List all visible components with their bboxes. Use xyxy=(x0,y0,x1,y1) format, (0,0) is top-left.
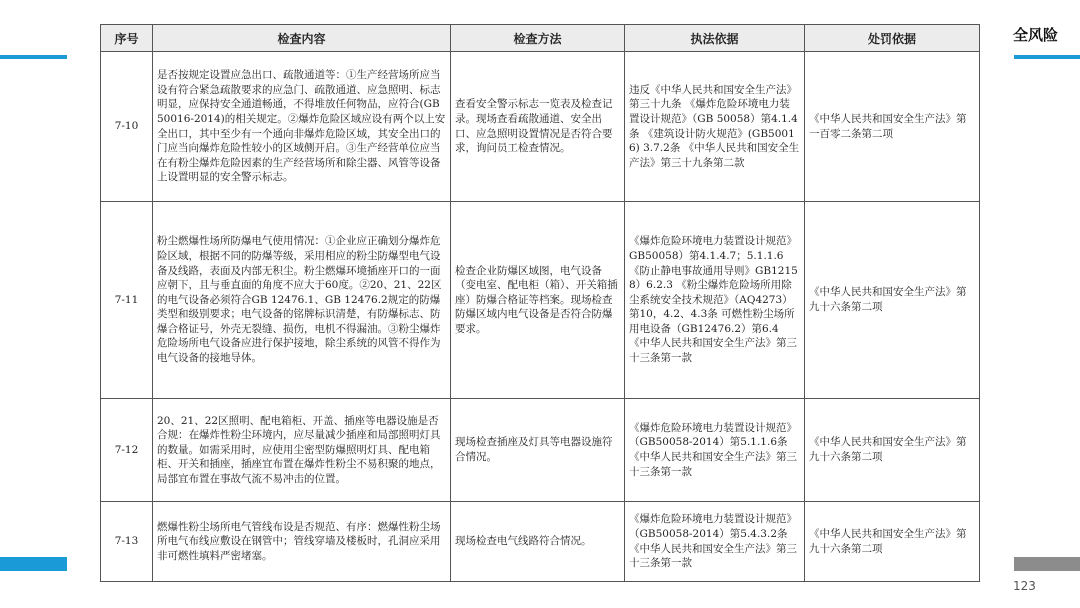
row-number: 7-12 xyxy=(101,399,153,502)
penalty-basis: 《中华人民共和国安全生产法》第九十六条第二项 xyxy=(805,399,980,502)
table-row xyxy=(101,399,980,502)
page-number: 123 xyxy=(1013,579,1036,593)
header-penalty: 处罚依据 xyxy=(805,25,980,52)
accent-bar-bottom-right xyxy=(1014,557,1080,571)
accent-bar-bottom-left xyxy=(0,557,67,571)
header-content: 检查内容 xyxy=(153,25,451,52)
penalty-basis: 《中华人民共和国安全生产法》第九十六条第二项 xyxy=(805,202,980,399)
enforcement-basis: 《爆炸危险环境电力装置设计规范》（GB50058-2014）第5.4.3.2条 《中华人民共和国安全生产法》第三十三条第一款 xyxy=(625,502,805,582)
row-number: 7-10 xyxy=(101,52,153,202)
accent-bar-top-left xyxy=(0,55,67,59)
enforcement-basis: 《爆炸危险环境电力装置设计规范》（GB50058-2014）第5.1.1.6条 《中华人民共和国安全生产法》第三十三条第一款 xyxy=(625,399,805,502)
table-header-row xyxy=(101,25,980,52)
header-no: 序号 xyxy=(101,25,153,52)
accent-bar-top-right xyxy=(1014,55,1080,59)
check-method: 现场检查电气线路符合情况。 xyxy=(451,502,625,582)
header-method: 检查方法 xyxy=(451,25,625,52)
section-title: 全风险 xyxy=(1013,26,1059,44)
check-content: 是否按规定设置应急出口、疏散通道等：①生产经营场所应当设有符合紧急疏散要求的应急门、疏散通道、应急照明、标志明显，应保持安全通道畅通，不得堆放任何物品，应符合(GB50016-2014)的相关规定。②爆炸危险区域应设有两个以上安全出口，其中至少有一个通向非爆炸危险区域，其安全出口的门应当向爆炸危险性较小的区域侧开启。③生产经营单位应当在有粉尘爆炸危险因素的生产经营场所和除尘器、风管等设备上设置明显的安全警示标志。 xyxy=(153,52,451,202)
check-content: 20、21、22区照明、配电箱柜、开盖、插座等电器设施是否合规：在爆炸性粉尘环境内，应尽量减少插座和局部照明灯具的数量。如需采用时，应使用尘密型防爆照明灯具、配电箱柜、开关和插座，插座宜布置在爆炸性粉尘不易积聚的地点，局部宜布置在事故气流不易冲击的位置。 xyxy=(153,399,451,502)
check-method: 检查企业防爆区域图，电气设备（变电室、配电柜（箱）、开关箱插座）防爆合格证等档案。现场检查防爆区域内电气设备是否符合防爆要求。 xyxy=(451,202,625,399)
penalty-basis: 《中华人民共和国安全生产法》第一百零二条第二项 xyxy=(805,52,980,202)
row-number: 7-11 xyxy=(101,202,153,399)
penalty-basis: 《中华人民共和国安全生产法》第九十六条第二项 xyxy=(805,502,980,582)
table-row xyxy=(101,52,980,202)
inspection-table xyxy=(100,24,980,582)
check-content: 燃爆性粉尘场所电气管线布设是否规范、有序：燃爆性粉尘场所电气布线应敷设在钢管中；管线穿墙及楼板时，孔洞应采用非可燃性填料严密堵塞。 xyxy=(153,502,451,582)
table-row xyxy=(101,202,980,399)
check-method: 现场检查插座及灯具等电器设施符合情况。 xyxy=(451,399,625,502)
row-number: 7-13 xyxy=(101,502,153,582)
header-basis: 执法依据 xyxy=(625,25,805,52)
enforcement-basis: 《爆炸危险环境电力装置设计规范》GB50058）第4.1.4.7；5.1.1.6 《防止静电事故通用导则》GB12158）6.2.3 《粉尘爆炸危险场所用除尘系统安全技术规范》（AQ4273）第10，4.2、4.3条 可燃性粉尘场所用电设备（GB12476.2）第6.4 《中华人民共和国安全生产法》第三十三条第一款 xyxy=(625,202,805,399)
check-content: 粉尘燃爆性场所防爆电气使用情况：①企业应正确划分爆炸危险区域，根据不同的防爆等级，采用相应的粉尘防爆型电气设备及线路，表面及内部无积尘。粉尘燃爆环境插座开口的一面应朝下，且与垂直面的角度不应大于60度。②20、21、22区的电气设备必须符合GB 12476.1、GB 12476.2规定的防爆类型和级别要求；电气设备的铭牌标识清楚，有防爆标志、防爆合格证号，外壳无裂缝、损伤，电机不得漏油。③粉尘爆炸危险场所电气设备应进行保护接地，除尘系统的风管不得作为电气设备的接地导体。 xyxy=(153,202,451,399)
check-method: 查看安全警示标志一览表及检查记录。现场查看疏散通道、安全出口、应急照明设置情况是否符合要求，询问员工检查情况。 xyxy=(451,52,625,202)
enforcement-basis: 违反《中华人民共和国安全生产法》第三十九条 《爆炸危险环境电力装置设计规范》（GB 50058）第4.1.4条 《建筑设计防火规范》(GB50016) 3.7.2条 《中华人民共和国安全生产法》第三十九条第二款 xyxy=(625,52,805,202)
table-row xyxy=(101,502,980,582)
